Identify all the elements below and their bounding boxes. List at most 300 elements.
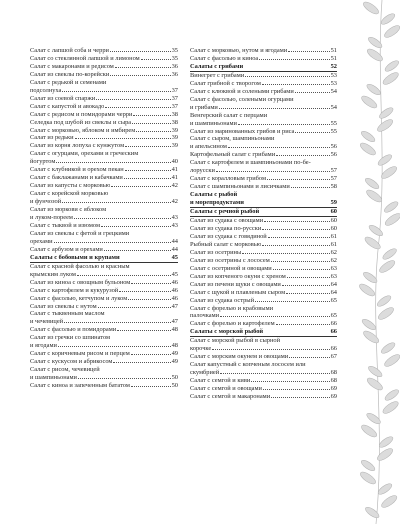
leaf-icon <box>365 82 382 96</box>
leaf-icon <box>377 305 396 321</box>
dot-leader <box>288 51 329 52</box>
toc-page-number: 49 <box>171 350 178 358</box>
toc-entry-title: Салат из свеклы по-корейски <box>30 70 110 78</box>
leaf-icon <box>360 94 379 110</box>
toc-entry-title: Салат со стеклянной лапшой и лимоном <box>30 54 140 62</box>
toc-entry-title-line: Салат с редькой и семенами <box>30 78 107 86</box>
toc-entry-title: Селедка под шубой из свеклы и сыра <box>30 118 132 126</box>
toc-entry[interactable] <box>30 334 178 350</box>
toc-page-number: 48 <box>171 326 178 334</box>
toc-page-number: 66 <box>330 320 337 328</box>
dot-leader <box>255 301 330 302</box>
dot-leader <box>104 250 171 251</box>
leaf-icon <box>377 482 394 496</box>
leaf-icon <box>380 12 397 26</box>
toc-entry-title: Салат с лапшой соба и черри <box>30 47 109 54</box>
leaf-icon <box>360 458 377 472</box>
toc-entry-title: Салат с морковью, яблоком и имбирем <box>30 126 136 134</box>
toc-entry-title-line: Салат из свеклы с фетой и грецкими <box>30 229 130 237</box>
leaf-icon <box>362 329 381 345</box>
toc-entry-title: Салат с тыквой и изюмом <box>30 221 101 229</box>
toc-page-number: 45 <box>171 270 178 278</box>
dot-leader <box>75 138 171 139</box>
leaf-icon <box>377 153 394 167</box>
toc-entry-title: Салат из корня лопуха с кунжутом <box>30 142 125 150</box>
toc-entry[interactable] <box>190 385 337 393</box>
toc-entry[interactable] <box>190 225 337 233</box>
dot-leader <box>245 76 329 77</box>
toc-section-heading[interactable] <box>190 328 337 337</box>
toc-page-number: 39 <box>171 134 178 142</box>
toc-entry-title: Салат из осетрины <box>190 248 242 256</box>
toc-section-heading[interactable] <box>30 254 178 263</box>
toc-page-number: 53 <box>330 71 337 79</box>
toc-page-number: 51 <box>330 54 337 62</box>
toc-entry-title: Картофельный салат с грибами <box>190 151 276 159</box>
toc-page-number: 60 <box>330 208 337 216</box>
toc-page-number: 65 <box>330 312 337 320</box>
toc-page-number: 68 <box>330 377 337 385</box>
toc-entry-title: Салат с щукой и плавленым сыром <box>190 288 286 296</box>
toc-page-number: 47 <box>171 302 178 310</box>
toc-entry-title: Салат с редисом и помидорами черри <box>30 110 133 118</box>
dot-leader <box>113 362 170 363</box>
toc-entry-title: скумбрией <box>190 369 220 377</box>
toc-section-heading[interactable] <box>190 191 337 208</box>
toc-entry[interactable] <box>190 135 337 151</box>
toc-page-number: 49 <box>171 358 178 366</box>
dot-leader <box>268 237 330 238</box>
toc-entry[interactable] <box>190 337 337 353</box>
leaf-icon <box>361 317 378 331</box>
toc-entry[interactable] <box>190 72 337 80</box>
toc-entry[interactable] <box>30 222 178 230</box>
toc-entry[interactable] <box>190 297 337 305</box>
toc-entry-title: подсолнуха <box>30 86 62 94</box>
leaf-icon <box>365 47 384 63</box>
toc-entry[interactable] <box>30 303 178 311</box>
toc-page-number: 53 <box>330 79 337 87</box>
dot-leader <box>273 269 330 270</box>
toc-entry-title-line: Салат с форелью и крабовыми <box>190 304 274 312</box>
dot-leader <box>264 221 330 222</box>
dot-leader <box>117 330 170 331</box>
toc-entry-title: Салат грибной с творогом <box>190 79 261 87</box>
dot-leader <box>119 291 170 292</box>
toc-entry-title: Салат с семгой и киви <box>190 377 251 385</box>
toc-entry-title: Салаты с бобовыми и крупами <box>30 253 120 261</box>
toc-page-number: 36 <box>171 70 178 78</box>
toc-page-number: 42 <box>171 198 178 206</box>
dot-leader <box>77 275 171 276</box>
toc-page-number: 68 <box>330 369 337 377</box>
toc-entry[interactable] <box>30 142 178 150</box>
leaf-icon <box>378 435 395 449</box>
toc-entry-title: Салат из печени щуки с овощами <box>190 280 281 288</box>
toc-entry-title: Салат с коралловым грибом <box>190 175 267 183</box>
toc-page-number: 43 <box>171 221 178 229</box>
leaf-icon <box>378 258 397 274</box>
toc-entry-title: Салат из судака по-русски <box>190 224 262 232</box>
leaf-icon <box>359 470 378 486</box>
toc-page-number: 46 <box>171 294 178 302</box>
toc-entry[interactable] <box>190 257 337 265</box>
toc-entry[interactable] <box>30 182 178 190</box>
leaf-icon <box>365 376 384 392</box>
toc-entry-title-line: Салат с корейской морковью <box>30 190 109 198</box>
toc-entry[interactable] <box>190 233 337 241</box>
dot-leader <box>74 218 171 219</box>
toc-entry-title-line: Салат из моркови с яблоком <box>30 206 107 214</box>
dot-leader <box>238 124 330 125</box>
toc-page-number: 57 <box>330 167 337 175</box>
toc-entry[interactable] <box>30 174 178 182</box>
dot-leader <box>64 322 171 323</box>
toc-entry[interactable] <box>190 175 337 183</box>
dot-leader <box>131 354 171 355</box>
leaf-icon <box>358 282 377 298</box>
toc-entry-title: Салат с морским окунем и овощами <box>190 353 289 361</box>
toc-entry-title: и шампиньонами <box>30 374 77 382</box>
leaf-icon <box>376 117 395 133</box>
toc-page-number: 61 <box>330 240 337 248</box>
toc-page-number: 46 <box>171 286 178 294</box>
toc-entry[interactable] <box>190 393 337 401</box>
toc-section-heading[interactable] <box>190 208 337 217</box>
toc-page-number: 37 <box>171 94 178 102</box>
toc-entry[interactable] <box>190 112 337 128</box>
toc-entry[interactable] <box>30 310 178 326</box>
toc-entry[interactable] <box>30 287 178 295</box>
dot-leader <box>96 99 170 100</box>
leaf-icon <box>381 70 400 86</box>
toc-entry[interactable] <box>30 230 178 246</box>
leaf-icon <box>380 341 397 355</box>
toc-entry[interactable] <box>30 95 178 103</box>
toc-entry[interactable] <box>190 305 337 321</box>
dot-leader <box>276 155 329 156</box>
toc-page-number: 66 <box>330 328 337 336</box>
leaf-icon <box>367 223 384 237</box>
toc-entry[interactable] <box>30 150 178 166</box>
toc-entry[interactable] <box>190 377 337 385</box>
leaf-icon <box>383 352 400 368</box>
toc-entry-title: Салат с фасолью, кетчупом и луком <box>30 294 128 302</box>
toc-page-number: 44 <box>171 245 178 253</box>
toc-entry-title: и морепродуктами <box>190 199 244 207</box>
toc-entry-title: лорусски <box>190 167 215 175</box>
toc-page-number: 35 <box>171 47 178 54</box>
toc-entry-title: Салат из соевой спаржи <box>30 94 96 102</box>
dot-leader <box>125 170 171 171</box>
dot-leader <box>78 378 171 379</box>
toc-entry-title: корочке <box>190 345 212 353</box>
toc-entry[interactable] <box>190 88 337 96</box>
leaf-icon <box>383 23 400 39</box>
dot-leader <box>228 147 330 148</box>
toc-page-number: 62 <box>330 248 337 256</box>
toc-page-number: 44 <box>171 237 178 245</box>
toc-section-heading[interactable] <box>190 63 337 72</box>
toc-page-number: 42 <box>171 182 178 190</box>
toc-page-number: 65 <box>330 296 337 304</box>
toc-column-left <box>30 47 178 390</box>
toc-page-number: 39 <box>171 126 178 134</box>
toc-page-number: 37 <box>171 86 178 94</box>
toc-page-number: 55 <box>330 119 337 127</box>
toc-entry-title: Салат с семгой и овощами <box>190 385 262 393</box>
toc-entry-title: Салат с кускусом и абрикосом <box>30 358 113 366</box>
toc-entry-title: Рыбный салат с морковью <box>190 240 262 248</box>
toc-entry[interactable] <box>30 279 178 287</box>
dot-leader <box>54 242 171 243</box>
toc-entry[interactable] <box>190 320 337 328</box>
toc-entry-title: Салат с киноа и запеченным бататом <box>30 382 130 390</box>
toc-entry-title: Салат с картофелем и кукурузой <box>30 286 119 294</box>
toc-entry-title-line: Салат с огурцами, орехами и греческим <box>30 150 139 158</box>
toc-entry-title: и грибами <box>190 103 218 111</box>
toc-entry[interactable] <box>190 241 337 249</box>
leaf-icon <box>381 247 398 261</box>
dot-leader <box>271 397 329 398</box>
dot-leader <box>136 131 170 132</box>
dot-leader <box>141 59 171 60</box>
leaf-icon <box>360 129 377 143</box>
toc-page-number: 63 <box>330 264 337 272</box>
toc-entry[interactable] <box>190 289 337 297</box>
leaf-icon <box>365 411 382 425</box>
toc-entry-title: Салат с фасолью и киноа <box>190 54 259 62</box>
leaf-icon <box>380 493 399 509</box>
leaf-icon <box>383 211 400 227</box>
dot-leader <box>262 229 329 230</box>
dot-leader <box>262 245 329 246</box>
toc-entry[interactable] <box>30 382 178 390</box>
toc-entry[interactable] <box>30 350 178 358</box>
toc-entry[interactable] <box>190 80 337 88</box>
toc-entry-title: и луком-пореем <box>30 214 73 222</box>
toc-entry[interactable] <box>190 47 337 55</box>
toc-entry[interactable] <box>30 63 178 71</box>
toc-entry-title: палочками <box>190 312 220 320</box>
toc-entry-title: Салат с фасолью и помидорами <box>30 326 117 334</box>
toc-entry[interactable] <box>30 127 178 135</box>
dot-leader <box>262 84 330 85</box>
toc-entry-title: Салат с семгой и макаронами <box>190 392 271 400</box>
toc-entry[interactable] <box>190 128 337 136</box>
toc-entry[interactable] <box>190 217 337 225</box>
dot-leader <box>101 226 171 227</box>
leaf-icon <box>358 141 377 157</box>
toc-entry[interactable] <box>30 166 178 174</box>
leaf-icon <box>383 200 400 214</box>
toc-entry[interactable] <box>30 206 178 222</box>
toc-page-number: 55 <box>330 127 337 135</box>
toc-entry-title: Салат с морковью, нутом и ягодами <box>190 47 288 54</box>
toc-entry-title: Салат из киноа с овощным бульоном <box>30 278 131 286</box>
dot-leader <box>289 357 329 358</box>
toc-page-number: 39 <box>171 142 178 150</box>
toc-page-number: 56 <box>330 143 337 151</box>
toc-entry[interactable] <box>30 47 178 55</box>
dot-leader <box>133 115 170 116</box>
toc-entry-title: Салат с макаронами и редисом <box>30 62 114 70</box>
dot-leader <box>110 51 171 52</box>
toc-page-number: 60 <box>330 224 337 232</box>
toc-page-number: 37 <box>171 102 178 110</box>
toc-entry-title: и ягодами <box>30 342 57 350</box>
toc-entry-title-line: Венгерский салат с перцами <box>190 111 268 119</box>
dot-leader <box>259 59 329 60</box>
toc-entry-title-line: Салат с рисом, чечевицей <box>30 366 100 374</box>
leaf-icon <box>364 505 381 519</box>
toc-page-number: 47 <box>171 318 178 326</box>
toc-entry-title: Салаты с морской рыбой <box>190 328 264 336</box>
toc-page-number: 50 <box>171 382 178 390</box>
dot-leader <box>220 373 329 374</box>
toc-entry-title: Салат с клюквой и солеными грибами <box>190 87 294 95</box>
toc-entry[interactable] <box>190 265 337 273</box>
dot-leader <box>263 389 330 390</box>
toc-entry[interactable] <box>30 263 178 279</box>
leaf-icon <box>383 388 400 402</box>
toc-entry[interactable] <box>30 246 178 254</box>
toc-page-number: 57 <box>330 175 337 183</box>
toc-entry-title: Салат из редьки <box>30 134 74 142</box>
leaf-icon <box>376 294 393 308</box>
dot-leader <box>212 349 329 350</box>
toc-entry[interactable] <box>30 134 178 142</box>
toc-entry-title: крымским луком <box>30 270 76 278</box>
dot-leader <box>282 285 330 286</box>
dot-leader <box>128 299 170 300</box>
toc-entry[interactable] <box>30 190 178 206</box>
dot-leader <box>287 277 330 278</box>
toc-page-number: 54 <box>330 87 337 95</box>
toc-entry[interactable] <box>30 103 178 111</box>
toc-entry[interactable] <box>30 71 178 79</box>
toc-entry-title: Салат с коричневым рисом и перцем <box>30 350 130 358</box>
toc-entry-title: Салат с форелью и картофелем <box>190 320 275 328</box>
dot-leader <box>242 253 329 254</box>
toc-page-number: 56 <box>330 151 337 159</box>
toc-entry-title-line: Салат с тыквенным маслом <box>30 310 105 318</box>
leaf-icon <box>365 188 384 204</box>
toc-entry-title: Салаты с грибами <box>190 62 244 70</box>
dot-leader <box>98 307 171 308</box>
toc-entry-title: Салат из судака острый <box>190 296 254 304</box>
dot-leader <box>131 386 171 387</box>
toc-page-number: 38 <box>171 118 178 126</box>
toc-entry-title: и апельсином <box>190 143 227 151</box>
leaf-icon <box>367 35 384 49</box>
toc-entry-title-line: Салат капустный с копченым лососем или <box>190 361 306 369</box>
toc-page-number: 41 <box>171 166 178 174</box>
toc-entry-title: и шампиньонами <box>190 119 237 127</box>
dot-leader <box>220 316 330 317</box>
toc-page-number: 60 <box>330 217 337 225</box>
toc-entry-title-line: Салат с фасолью, солеными огурцами <box>190 95 294 103</box>
dot-leader <box>267 179 330 180</box>
dot-leader <box>216 171 330 172</box>
dot-leader <box>105 107 170 108</box>
toc-column-right <box>190 47 337 401</box>
toc-page-number: 52 <box>330 62 337 70</box>
toc-entry[interactable] <box>190 361 337 377</box>
toc-entry[interactable] <box>190 353 337 361</box>
toc-page-number: 69 <box>330 385 337 393</box>
dot-leader <box>271 261 330 262</box>
toc-entry-title: и чечевицей <box>30 318 64 326</box>
toc-entry[interactable] <box>30 55 178 63</box>
toc-entry-title: Салат из капусты с морковью <box>30 182 111 190</box>
toc-entry-title: Салат из судака с говядиной <box>190 232 267 240</box>
toc-entry[interactable] <box>190 151 337 159</box>
toc-entry-title: Салат из копченого окуня с хреном <box>190 272 286 280</box>
toc-entry[interactable] <box>30 119 178 127</box>
dot-leader <box>125 146 170 147</box>
dot-leader <box>251 381 329 382</box>
leaf-icon <box>367 364 384 378</box>
leaf-icon <box>378 106 395 120</box>
toc-entry-title: Салат из свеклы с нутом <box>30 302 97 310</box>
toc-page-number: 36 <box>171 62 178 70</box>
toc-entry-title-line: Салат с красной фасолью и красным <box>30 262 130 270</box>
toc-entry[interactable] <box>190 183 337 191</box>
toc-entry-title-line: Салат с картофелем и шампиньонами по-бе- <box>190 159 311 167</box>
dot-leader <box>62 91 170 92</box>
toc-entry-title: Салат с арбузом и орехами <box>30 245 103 253</box>
toc-page-number: 54 <box>330 103 337 111</box>
toc-entry-title: и фунчозой <box>30 198 62 206</box>
toc-entry[interactable] <box>190 159 337 175</box>
toc-page-number: 38 <box>171 110 178 118</box>
toc-page-number: 62 <box>330 256 337 264</box>
toc-entry-title: Салат с осетриной и овощами <box>190 264 272 272</box>
toc-entry[interactable] <box>30 326 178 334</box>
toc-entry[interactable] <box>30 111 178 119</box>
toc-page-number: 45 <box>171 253 178 261</box>
toc-entry-title: Салат из маринованных грибов и риса <box>190 127 295 135</box>
toc-entry-title: Винегрет с грибами <box>190 71 245 79</box>
toc-page-number: 40 <box>171 158 178 166</box>
dot-leader <box>295 92 330 93</box>
toc-page-number: 58 <box>330 183 337 191</box>
dot-leader <box>286 293 329 294</box>
toc-page-number: 35 <box>171 54 178 62</box>
toc-entry[interactable] <box>30 366 178 382</box>
dot-leader <box>62 202 170 203</box>
toc-entry[interactable] <box>190 96 337 112</box>
toc-page-number: 41 <box>171 174 178 182</box>
toc-entry[interactable] <box>190 281 337 289</box>
toc-entry-title: Салат с капустой и авокадо <box>30 102 105 110</box>
toc-page-number: 66 <box>330 345 337 353</box>
toc-entry-title: Салат с баклажанами и кабачками <box>30 174 123 182</box>
toc-page-number: 63 <box>330 272 337 280</box>
toc-entry-title-line: Салаты с рыбой <box>190 191 238 199</box>
toc-page-number: 48 <box>171 342 178 350</box>
toc-page-number: 51 <box>330 47 337 54</box>
leaf-icon <box>384 59 400 73</box>
toc-entry[interactable] <box>190 249 337 257</box>
toc-entry[interactable] <box>30 358 178 366</box>
toc-entry-title: орехами <box>30 237 53 245</box>
toc-entry[interactable] <box>190 55 337 63</box>
toc-entry[interactable] <box>30 295 178 303</box>
toc-entry[interactable] <box>30 79 178 95</box>
toc-entry[interactable] <box>190 273 337 281</box>
